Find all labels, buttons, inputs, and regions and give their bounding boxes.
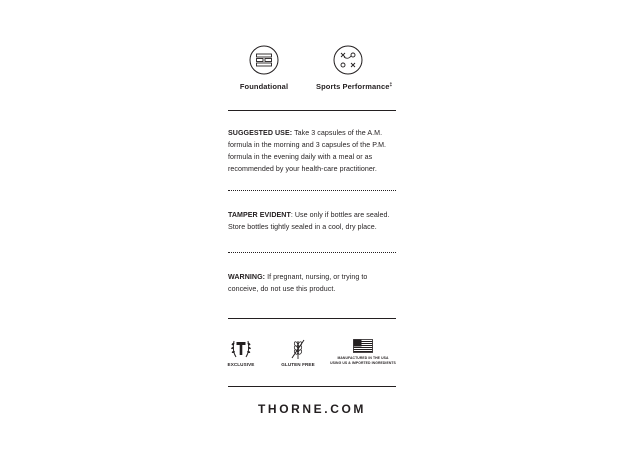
warning-section: WARNING: If pregnant, nursing, or trying to conceive, do not use this product. xyxy=(228,273,368,293)
gluten-free-icon xyxy=(290,337,306,361)
category-foundational-label: Foundational xyxy=(239,82,289,91)
badge-exclusive-label: EXCLUSIVE xyxy=(227,362,255,367)
category-sports-performance-label: Sports Performance‡ xyxy=(316,82,393,91)
exclusive-laurel-icon xyxy=(229,336,253,360)
badge-made-in-usa-label: MANUFACTURED IN THE USA USING US & IMPORTED INGREDIENTS xyxy=(330,356,396,365)
sports-performance-icon xyxy=(333,45,363,75)
divider xyxy=(228,190,396,191)
badge-gluten-free-label: GLUTEN FREE xyxy=(281,362,315,367)
website-url: THORNE.COM xyxy=(258,402,366,416)
divider xyxy=(228,318,396,319)
divider xyxy=(228,386,396,387)
tamper-evident-section: TAMPER EVIDENT: Use only if bottles are sealed. Store bottles tightly sealed in a cool, dry place. xyxy=(228,211,390,231)
divider xyxy=(228,110,396,111)
suggested-use-section: SUGGESTED USE: Take 3 capsules of the A.M. formula in the morning and 3 capsules of the P.M. formula in the evening daily with a meal or as recommended by your health-care practitioner. xyxy=(228,129,387,173)
divider xyxy=(228,252,396,253)
us-flag-icon xyxy=(353,339,373,353)
foundational-icon xyxy=(249,45,279,75)
